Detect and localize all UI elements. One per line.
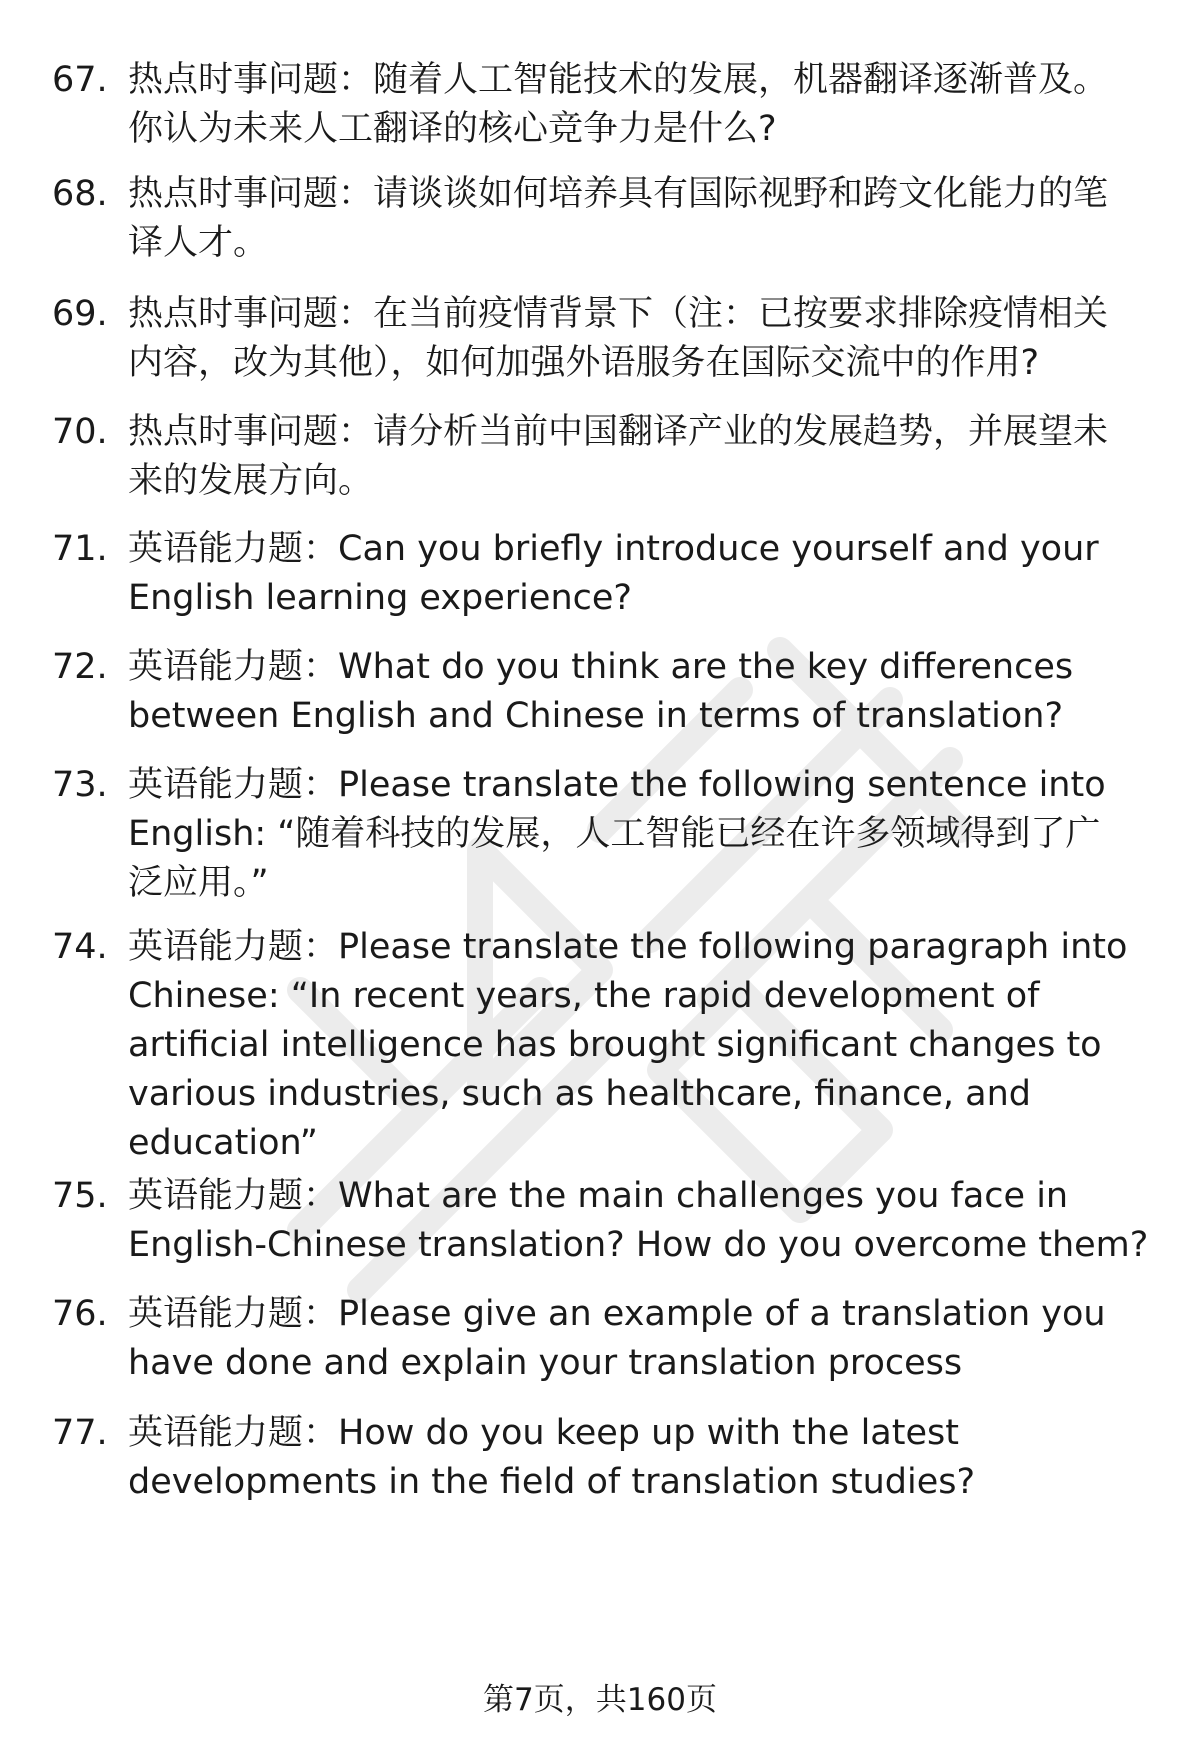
question-number: 73. <box>52 765 108 805</box>
question-item <box>52 170 1152 268</box>
question-text: 热点时事问题：在当前疫情背景下（注：已按要求排除疫情相关 内容，改为其他），如何加强外语服务在国际交流中的作用? <box>128 294 1109 383</box>
question-text: 热点时事问题：请分析当前中国翻译产业的发展趋势，并展望未 来的发展方向。 <box>128 412 1109 501</box>
question-text: 英语能力题：Can you briefly introduce yourself and your English learning experience? <box>128 529 1099 618</box>
question-item <box>52 1290 1152 1388</box>
question-number: 77. <box>52 1413 108 1453</box>
question-number: 75. <box>52 1176 108 1216</box>
question-number: 72. <box>52 647 108 687</box>
question-text: 英语能力题：What do you think are the key differences between English and Chinese in terms of translation? <box>128 647 1074 736</box>
question-text: 热点时事问题：请谈谈如何培养具有国际视野和跨文化能力的笔 译人才。 <box>128 174 1109 263</box>
question-item <box>52 761 1152 908</box>
question-number: 76. <box>52 1294 108 1334</box>
question-item <box>52 525 1152 623</box>
question-text: 英语能力题：Please translate the following paragraph into Chinese: “In recent years, the rapid development of artificial intelligence has brought significant changes to various industries, such as healthcare, finance, and education” <box>128 927 1128 1163</box>
question-item <box>52 56 1152 154</box>
page-number-footer: 第7页，共160页 <box>483 1682 717 1718</box>
question-number: 68. <box>52 174 108 214</box>
question-text: 英语能力题：Please give an example of a translation you have done and explain your translation process <box>128 1294 1106 1383</box>
question-item <box>52 408 1152 506</box>
question-item <box>52 643 1152 741</box>
question-item <box>52 923 1152 1168</box>
question-text: 英语能力题：How do you keep up with the latest developments in the field of translation studies? <box>128 1413 976 1502</box>
question-number: 71. <box>52 529 108 569</box>
question-number: 69. <box>52 294 108 334</box>
question-item <box>52 1172 1152 1270</box>
question-number: 70. <box>52 412 108 452</box>
question-text: 英语能力题：Please translate the following sentence into English: “随着科技的发展，人工智能已经在许多领域得到了广 泛应用。” <box>128 765 1106 903</box>
question-item <box>52 1409 1152 1507</box>
question-text: 英语能力题：What are the main challenges you face in English-Chinese translation? How do you overcome them? <box>128 1176 1149 1265</box>
question-number: 74. <box>52 927 108 967</box>
question-number: 67. <box>52 60 108 100</box>
question-text: 热点时事问题：随着人工智能技术的发展，机器翻译逐渐普及。 你认为未来人工翻译的核心竞争力是什么? <box>128 60 1109 149</box>
question-item <box>52 290 1152 388</box>
